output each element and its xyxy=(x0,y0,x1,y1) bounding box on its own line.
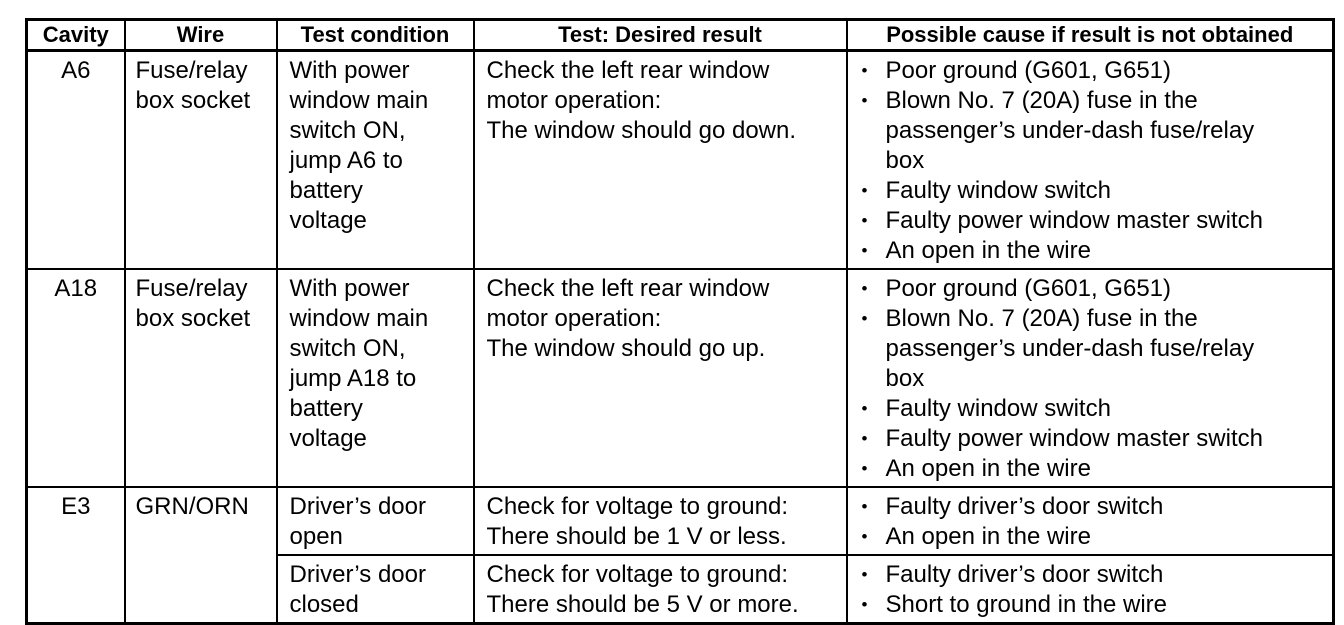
text-line: open xyxy=(289,523,343,550)
bullet-icon: • xyxy=(861,497,868,516)
cause-item xyxy=(860,56,1275,86)
cause-item xyxy=(860,394,1275,424)
cause-item xyxy=(860,454,1275,484)
cause-text: Faulty window switch xyxy=(885,395,1111,422)
cause-text: Poor ground (G601, G651) xyxy=(885,275,1172,302)
text-line: closed xyxy=(289,591,359,618)
text-line: The window should go down. xyxy=(486,117,797,144)
cause-text: Short to ground in the wire xyxy=(885,591,1167,618)
text-line: window main xyxy=(289,305,429,332)
text-line: With power xyxy=(289,57,410,84)
text-line: voltage xyxy=(289,207,367,234)
bullet-icon: • xyxy=(861,279,868,298)
test-condition-cell xyxy=(277,51,474,270)
desired-result-cell xyxy=(474,487,847,555)
text-line: With power xyxy=(289,275,410,302)
desired-result-cell xyxy=(474,555,847,624)
text-line: switch ON, xyxy=(289,117,406,144)
possible-cause-cell xyxy=(847,51,1334,270)
cavity-cell: A6 xyxy=(27,51,125,270)
cause-text: An open in the wire xyxy=(885,237,1091,264)
cause-item xyxy=(860,236,1275,266)
text-line: battery xyxy=(289,395,363,422)
text-line: Driver’s door xyxy=(289,493,426,520)
text-line: Driver’s door xyxy=(289,561,426,588)
cause-item xyxy=(860,304,1275,394)
cause-item xyxy=(860,206,1275,236)
cause-item xyxy=(860,86,1275,176)
bullet-icon: • xyxy=(861,181,868,200)
header-row xyxy=(27,20,1334,51)
text-line: Check the left rear window xyxy=(486,57,770,84)
cause-text: Faulty power window master switch xyxy=(885,425,1263,452)
text-line: The window should go up. xyxy=(486,335,766,362)
cause-item xyxy=(860,176,1275,206)
cause-text: Blown No. 7 (20A) fuse in the passenger’s under-dash fuse/relay box xyxy=(885,305,1255,392)
possible-cause-cell xyxy=(847,487,1334,555)
cause-text: Poor ground (G601, G651) xyxy=(885,57,1172,84)
cavity-cell: E3 xyxy=(27,487,125,624)
cavity-cell: A18 xyxy=(27,269,125,487)
cause-item xyxy=(860,492,1275,522)
test-condition-cell xyxy=(277,269,474,487)
bullet-icon: • xyxy=(861,61,868,80)
cause-text: Faulty window switch xyxy=(885,177,1111,204)
text-line: jump A6 to xyxy=(289,147,403,174)
bullet-icon: • xyxy=(861,429,868,448)
cause-item xyxy=(860,424,1275,454)
cause-text: Faulty driver’s door switch xyxy=(885,561,1164,588)
text-line: motor operation: xyxy=(486,87,662,114)
column-header-desired-result: Test: Desired result xyxy=(474,20,847,51)
text-line: There should be 5 V or more. xyxy=(486,591,799,618)
text-line: jump A18 to xyxy=(289,365,417,392)
column-header-cavity: Cavity xyxy=(27,20,125,51)
bullet-icon: • xyxy=(861,565,868,584)
table-row-a18 xyxy=(27,269,1334,487)
possible-cause-cell xyxy=(847,269,1334,487)
wire-test-table xyxy=(25,18,1335,625)
bullet-icon: • xyxy=(861,399,868,418)
desired-result-cell xyxy=(474,269,847,487)
table-row-e3-door-open xyxy=(27,487,1334,555)
text-line: battery xyxy=(289,177,363,204)
cause-text: An open in the wire xyxy=(885,455,1091,482)
text-line: Check for voltage to ground: xyxy=(486,561,789,588)
text-line: There should be 1 V or less. xyxy=(486,523,787,550)
bullet-icon: • xyxy=(861,241,868,260)
wire-cell: GRN/ORN xyxy=(125,487,277,624)
test-condition-cell xyxy=(277,487,474,555)
table-row-a6 xyxy=(27,51,1334,270)
test-condition-cell xyxy=(277,555,474,624)
bullet-icon: • xyxy=(861,527,868,546)
cause-text: Faulty driver’s door switch xyxy=(885,493,1164,520)
bullet-icon: • xyxy=(861,459,868,478)
wire-cell: Fuse/relay box socket xyxy=(125,51,277,270)
cause-text: Faulty power window master switch xyxy=(885,207,1263,234)
cause-text: Blown No. 7 (20A) fuse in the passenger’s under-dash fuse/relay box xyxy=(885,87,1255,174)
scanned-manual-page xyxy=(25,18,1335,625)
column-header-test-condition: Test condition xyxy=(277,20,474,51)
cause-text: An open in the wire xyxy=(885,523,1091,550)
bullet-icon: • xyxy=(861,211,868,230)
text-line: window main xyxy=(289,87,429,114)
wire-cell: Fuse/relay box socket xyxy=(125,269,277,487)
bullet-icon: • xyxy=(861,595,868,614)
column-header-possible-cause: Possible cause if result is not obtained xyxy=(847,20,1334,51)
text-line: switch ON, xyxy=(289,335,406,362)
possible-cause-cell xyxy=(847,555,1334,624)
column-header-wire: Wire xyxy=(125,20,277,51)
cause-item xyxy=(860,274,1275,304)
bullet-icon: • xyxy=(861,309,868,328)
text-line: Check for voltage to ground: xyxy=(486,493,789,520)
text-line: Check the left rear window xyxy=(486,275,770,302)
text-line: motor operation: xyxy=(486,305,662,332)
cause-item xyxy=(860,560,1275,590)
cause-item xyxy=(860,522,1275,552)
bullet-icon: • xyxy=(861,91,868,110)
text-line: voltage xyxy=(289,425,367,452)
desired-result-cell xyxy=(474,51,847,270)
